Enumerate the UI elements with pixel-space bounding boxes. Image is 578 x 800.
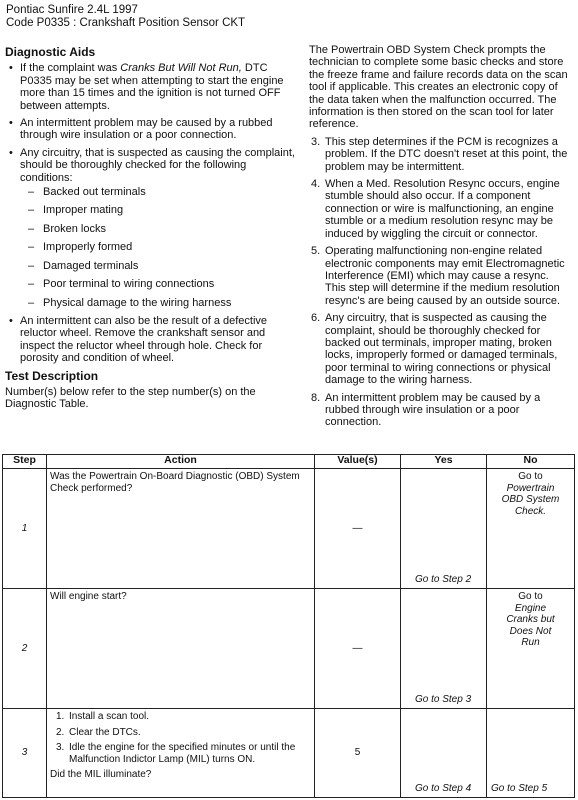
code-title: Code P0335 : Crankshaft Position Sensor CKT xyxy=(6,17,246,29)
action-text: Will engine start? xyxy=(47,589,315,709)
no-goto: Go to xyxy=(518,591,543,602)
action-question: Did the MIL illuminate? xyxy=(50,769,152,780)
obd-check-intro: The Powertrain OBD System Check prompts the technician to complete some basic checks and store the freeze frame and failure records data on the scan tool if applicable. This creates an electronic copy of the data taken when the malfunction occurred. The information is then stored on the scan tool for later reference. xyxy=(309,44,568,131)
step-notes-list xyxy=(309,136,571,429)
header-no: No xyxy=(487,455,575,469)
diagnostic-aid-item: • An intermittent can also be the result of a defective reluctor wheel. Remove the crankshaft sensor and inspect the reluctor wheel through hole. Check for porosity and condition of wheel. xyxy=(5,315,295,365)
conditions-list xyxy=(20,186,295,309)
step-note: 3. This step determines if the PCM is recognizes a problem. If the DTC doesn't reset at this point, the problem may be intermittent. xyxy=(311,135,568,173)
test-description-text: Number(s) below refer to the step number(s) on the Diagnostic Table. xyxy=(5,385,256,411)
diagnostic-aid-item: • If the complaint was Cranks But Will Not Run, DTC P0335 may be set when attempting to start the engine more than 15 times and the ignition is not turned OFF between attempts. xyxy=(5,62,295,112)
condition-item: – Physical damage to the wiring harness xyxy=(20,297,295,309)
action-cell xyxy=(47,709,315,798)
table-row xyxy=(3,709,575,798)
value-cell: 5 xyxy=(315,709,401,798)
complaint-name: Cranks But Will Not Run, xyxy=(120,62,242,75)
action-step: 3. Idle the engine for the specified minutes or until the Malfunction Indictor Lamp (MIL) turns ON. xyxy=(56,742,296,765)
no-cell xyxy=(487,589,575,709)
test-description-title: Test Description xyxy=(5,368,99,383)
yes-cell xyxy=(401,709,487,798)
yes-cell xyxy=(401,589,487,709)
step-number: 3 xyxy=(3,709,47,798)
condition-item: – Improper mating xyxy=(20,204,295,216)
action-text: Was the Powertrain On-Board Diagnostic (OBD) System Check performed? xyxy=(47,469,315,589)
no-cell xyxy=(487,709,575,798)
value-cell: — xyxy=(315,469,401,589)
action-step: 1. Install a scan tool. xyxy=(56,711,150,722)
yes-goto: Go to Step 3 xyxy=(415,693,472,705)
condition-item: – Backed out terminals xyxy=(20,186,295,198)
no-target: Engine Cranks but Does Not Run xyxy=(506,602,555,648)
page-header xyxy=(6,4,245,30)
step-note: 5. Operating malfunctioning non-engine related electronic components may emit Electromagnetic Interference (EMI) which may cause a resync. This step will determine if the medium resolution resync's are being caused by an outside source. xyxy=(311,245,565,307)
condition-item: – Poor terminal to wiring connections xyxy=(20,278,295,290)
diagnostic-aid-item: • An intermittent problem may be caused by a rubbed through wire insulation or a poor connection. xyxy=(5,117,295,142)
no-cell xyxy=(487,469,575,589)
action-step: 2. Clear the DTCs. xyxy=(56,726,141,738)
table-row xyxy=(3,589,575,709)
header-values: Value(s) xyxy=(315,455,401,469)
diagnostic-aid-item: • Any circuitry, that is suspected as causing the complaint, should be thoroughly checked for the following conditions: – Backed out terminals – Improper mating – Broken locks – Improperly formed – Damaged terminals – Poor terminal to wiring connections – Physical damage to the wiring harness xyxy=(5,147,295,309)
condition-item: – Improperly formed xyxy=(20,241,295,253)
step-note: 6. Any circuitry, that is suspected as causing the complaint, should be thoroughly checked for backed out terminals, improper mating, broken locks, improperly formed or damaged terminals, poor terminal to wiring connections or physical damage to the wiring harness. xyxy=(311,312,558,387)
no-goto: Go to xyxy=(518,471,543,482)
header-yes: Yes xyxy=(401,455,487,469)
header-action: Action xyxy=(47,455,315,469)
yes-goto: Go to Step 4 xyxy=(415,782,472,794)
yes-cell xyxy=(401,469,487,589)
diagnostic-aids-list xyxy=(5,62,295,364)
step-number: 2 xyxy=(3,589,47,709)
left-column xyxy=(5,46,295,416)
yes-goto: Go to Step 2 xyxy=(415,573,472,585)
no-target: Powertrain OBD System Check. xyxy=(501,482,560,517)
step-number: 1 xyxy=(3,469,47,589)
diagnostic-table xyxy=(2,454,575,798)
condition-item: – Broken locks xyxy=(20,223,295,235)
header-step: Step xyxy=(3,455,47,469)
right-column xyxy=(309,44,571,434)
condition-item: – Damaged terminals xyxy=(20,260,295,272)
diagnostic-aids-title: Diagnostic Aids xyxy=(5,45,96,59)
table-row xyxy=(3,469,575,589)
action-steps xyxy=(50,711,311,765)
step-note: 8. An intermittent problem may be caused by a rubbed through wire insulation or a poor connection. xyxy=(311,391,541,429)
vehicle-title: Pontiac Sunfire 2.4L 1997 xyxy=(6,4,138,16)
value-cell: — xyxy=(315,589,401,709)
no-goto: Go to Step 5 xyxy=(491,782,548,794)
step-note: 4. When a Med. Resolution Resync occurs, engine stumble should also occur. If a component connection or wire is malfunctioning, an engine stumble or a medium resolution resync may be induced by wiggling the circuit or connector. xyxy=(311,178,560,240)
table-header-row xyxy=(3,455,575,469)
